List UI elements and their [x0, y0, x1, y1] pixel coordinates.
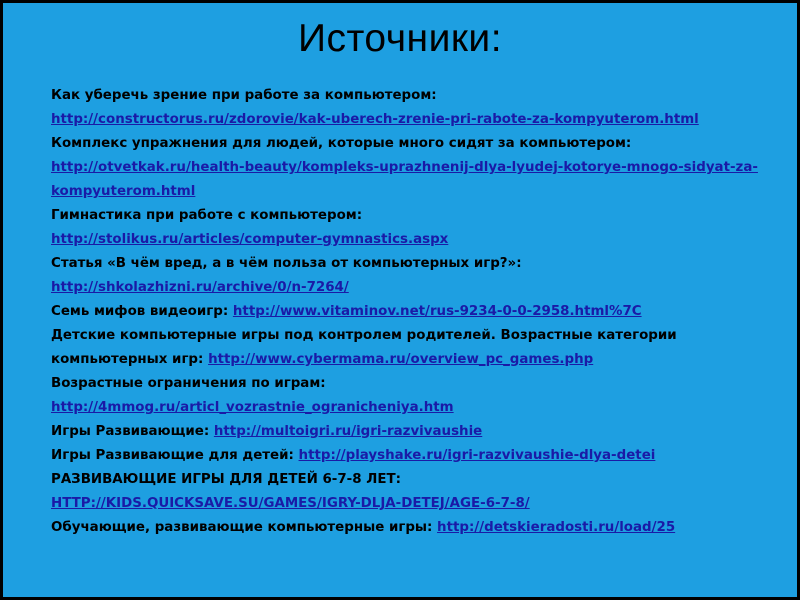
source-item — [51, 132, 771, 204]
source-label: Игры Развивающие: — [51, 424, 210, 439]
source-link[interactable]: http://4mmog.ru/articl_vozrastnie_ogranicheniya.htm — [51, 400, 454, 415]
source-link[interactable]: http://playshake.ru/igri-razvivaushie-dlya-detei — [298, 448, 656, 463]
source-label: Комплекс упражнения для людей, которые много сидят за компьютером: — [51, 136, 632, 151]
source-link[interactable]: http://otvetkak.ru/health-beauty/kompleks-uprazhnenij-dlya-lyudej-kotorye-mnogo-sidyat-za-kompyuterom.html — [51, 160, 758, 199]
slide — [3, 3, 797, 597]
source-link[interactable]: http://www.vitaminov.net/rus-9234-0-0-2958.html%7C — [232, 304, 642, 319]
source-item — [51, 324, 771, 372]
source-label: Семь мифов видеоигр: — [51, 304, 229, 319]
sources-list — [51, 84, 771, 540]
source-item — [51, 444, 771, 468]
source-item — [51, 372, 771, 420]
source-link[interactable]: http://constructorus.ru/zdorovie/kak-uberech-zrenie-pri-rabote-za-kompyuterom.html — [51, 112, 699, 127]
source-label: Обучающие, развивающие компьютерные игры: — [51, 520, 433, 535]
source-item — [51, 252, 771, 300]
source-link[interactable]: HTTP://KIDS.QUICKSAVE.SU/GAMES/IGRY-DLJA-DETEJ/AGE-6-7-8/ — [51, 496, 530, 511]
source-item — [51, 516, 771, 540]
source-item — [51, 300, 771, 324]
source-label: Детские компьютерные игры под контролем родителей. Возрастные категории компьютерных игр: — [51, 328, 677, 367]
source-label: Как уберечь зрение при работе за компьютером: — [51, 88, 437, 103]
source-link[interactable]: http://www.cybermama.ru/overview_pc_games.php — [208, 352, 594, 367]
source-link[interactable]: http://detskieradosti.ru/load/25 — [437, 520, 676, 535]
source-label: Возрастные ограничения по играм: — [51, 376, 326, 391]
source-item — [51, 204, 771, 252]
source-link[interactable]: http://stolikus.ru/articles/computer-gymnastics.aspx — [51, 232, 449, 247]
source-link[interactable]: http://multoigri.ru/igri-razvivaushie — [213, 424, 483, 439]
source-link[interactable]: http://shkolazhizni.ru/archive/0/n-7264/ — [51, 280, 349, 295]
source-item — [51, 468, 771, 516]
source-item — [51, 84, 771, 132]
source-label: Игры Развивающие для детей: — [51, 448, 294, 463]
source-item — [51, 420, 771, 444]
source-label: Статья «В чём вред, а в чём польза от компьютерных игр?»: — [51, 256, 522, 271]
source-label: Гимнастика при работе с компьютером: — [51, 208, 363, 223]
source-label: РАЗВИВАЮЩИЕ ИГРЫ ДЛЯ ДЕТЕЙ 6-7-8 ЛЕТ: — [51, 472, 401, 487]
slide-title: Источники: — [297, 17, 503, 60]
